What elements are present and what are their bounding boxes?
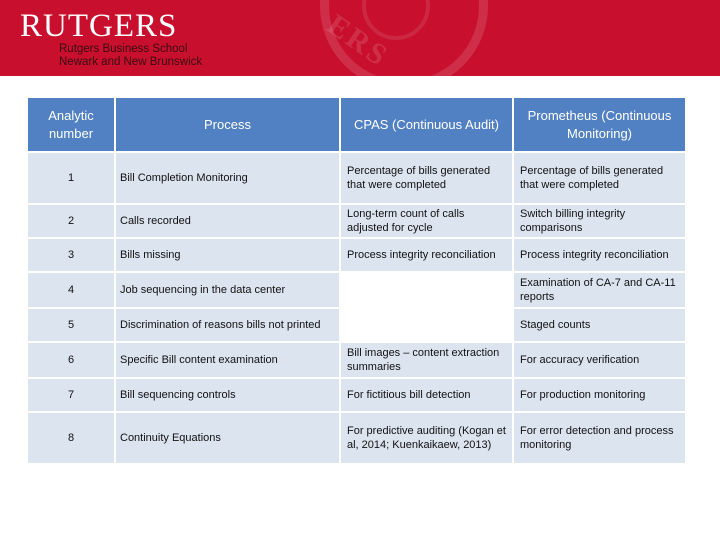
row-prometheus: For error detection and process monitoring	[514, 413, 685, 463]
row-number: 1	[28, 153, 114, 203]
row-number: 8	[28, 413, 114, 463]
row-cpas	[341, 273, 512, 307]
row-process: Bill Completion Monitoring	[116, 153, 339, 203]
row-cpas: Percentage of bills generated that were completed	[341, 153, 512, 203]
header-process: Process	[116, 98, 339, 151]
table-row	[28, 153, 685, 203]
table-row	[28, 379, 685, 411]
seal-watermark-text: ERS	[321, 8, 396, 74]
school-name: Rutgers Business School	[59, 43, 188, 55]
row-number: 3	[28, 239, 114, 271]
table-row	[28, 413, 685, 463]
header-cpas: CPAS (Continuous Audit)	[341, 98, 512, 151]
row-cpas: For predictive auditing (Kogan et al, 2014; Kuenkaikaew, 2013)	[341, 413, 512, 463]
row-prometheus: For production monitoring	[514, 379, 685, 411]
row-number: 5	[28, 309, 114, 341]
row-cpas	[341, 309, 512, 341]
row-process: Bills missing	[116, 239, 339, 271]
row-prometheus: Staged counts	[514, 309, 685, 341]
campus-name: Newark and New Brunswick	[59, 56, 203, 68]
header-banner	[0, 0, 720, 76]
row-prometheus: Process integrity reconciliation	[514, 239, 685, 271]
table-row	[28, 205, 685, 237]
row-process: Job sequencing in the data center	[116, 273, 339, 307]
table-row	[28, 273, 685, 307]
table-header-row	[28, 98, 685, 151]
row-process: Continuity Equations	[116, 413, 339, 463]
table-row	[28, 239, 685, 271]
row-number: 7	[28, 379, 114, 411]
row-cpas: For fictitious bill detection	[341, 379, 512, 411]
table-row	[28, 343, 685, 377]
table-row	[28, 309, 685, 341]
row-cpas: Long-term count of calls adjusted for cycle	[341, 205, 512, 237]
row-process: Discrimination of reasons bills not printed	[116, 309, 339, 341]
row-prometheus: Examination of CA-7 and CA-11 reports	[514, 273, 685, 307]
row-process: Bill sequencing controls	[116, 379, 339, 411]
row-prometheus: For accuracy verification	[514, 343, 685, 377]
row-prometheus: Switch billing integrity comparisons	[514, 205, 685, 237]
row-cpas: Bill images – content extraction summaries	[341, 343, 512, 377]
row-cpas: Process integrity reconciliation	[341, 239, 512, 271]
row-number: 2	[28, 205, 114, 237]
row-prometheus: Percentage of bills generated that were completed	[514, 153, 685, 203]
row-process: Specific Bill content examination	[116, 343, 339, 377]
row-process: Calls recorded	[116, 205, 339, 237]
row-number: 6	[28, 343, 114, 377]
header-analytic-number: Analytic number	[28, 98, 114, 151]
comparison-table	[26, 96, 687, 465]
rutgers-logo: RUTGERS	[20, 8, 178, 44]
row-number: 4	[28, 273, 114, 307]
header-prometheus: Prometheus (Continuous Monitoring)	[514, 98, 685, 151]
